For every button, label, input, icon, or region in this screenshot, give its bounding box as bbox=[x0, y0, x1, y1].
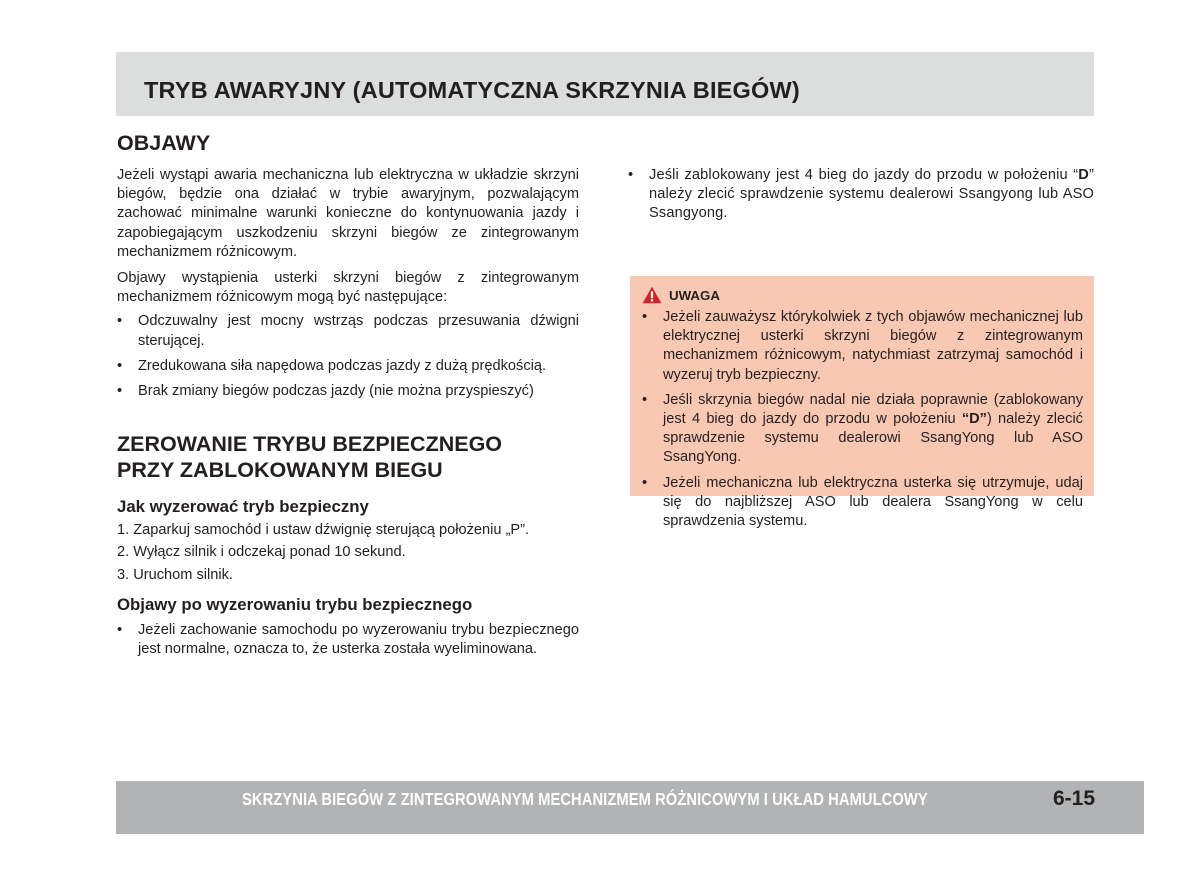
warning-box bbox=[630, 276, 1094, 530]
page-number: 6-15 bbox=[1053, 787, 1096, 810]
header-bar bbox=[116, 52, 1094, 116]
warning-bullet-list bbox=[642, 308, 1083, 531]
warning-triangle-icon bbox=[642, 286, 662, 304]
list-item: • Jeżeli mechaniczna lub elektryczna usterka się utrzymuje, udaj się do najbliższej ASO lub dealera SsangYong w celu sprawdzenia systemu. bbox=[642, 474, 1083, 530]
list-item: 3. Uruchom silnik. bbox=[117, 566, 233, 583]
list-item: • Odczuwalny jest mocny wstrząs podczas przesuwania dźwigni sterującej. bbox=[117, 313, 579, 349]
subheading-how-to-reset: Jak wyzerować tryb bezpieczny bbox=[117, 497, 369, 517]
objawy-paragraph-1: Jeżeli wystąpi awaria mechaniczna lub elektryczna w układzie skrzyni biegów, będzie ona działać w trybie awaryjnym, pozwalającym zachować minimalne warunki konieczne do kontynuowania jazdy i zapobiegającym uszkodzeniu skrzyni biegów ze zintegrowanym mechanizmem różnicowym. bbox=[117, 167, 579, 260]
right-bullet-list bbox=[628, 166, 1094, 224]
section-heading-reset: ZEROWANIE TRYBU BEZPIECZNEGO PRZY ZABLOKOWANYM BIEGU bbox=[117, 432, 503, 483]
list-item: • Jeżeli zachowanie samochodu po wyzerowaniu trybu bezpiecznego jest normalne, oznacza to, że usterka została wyeliminowana. bbox=[117, 621, 579, 658]
page-title: TRYB AWARYJNY (AUTOMATYCZNA SKRZYNIA BIEGÓW) bbox=[144, 77, 800, 103]
after-reset-bullet-list bbox=[117, 621, 579, 659]
list-item: 1. Zaparkuj samochód i ustaw dźwignię sterującą położeniu „P”. bbox=[117, 522, 530, 539]
list-item: • Jeśli skrzynia biegów nadal nie działa poprawnie (zablokowany jest 4 bieg do jazdy do przodu w położeniu “D”) należy zlecić sprawdzenie systemu dealerowi SsangYong lub ASO SsangYong. bbox=[642, 391, 1083, 466]
subheading-after-reset: Objawy po wyzerowaniu trybu bezpiecznego bbox=[117, 594, 473, 614]
footer-bar bbox=[116, 781, 1144, 834]
warning-label: UWAGA bbox=[669, 287, 720, 303]
left-column bbox=[117, 130, 579, 659]
warning-header bbox=[642, 284, 720, 306]
footer-chapter-title: SKRZYNIA BIEGÓW Z ZINTEGROWANYM MECHANIZMEM RÓŻNICOWYM I UKŁAD HAMULCOWY bbox=[242, 789, 928, 809]
list-item: • Jeżeli zauważysz którykolwiek z tych objawów mechanicznej lub elektrycznej usterki skrzyni biegów z zintegrowanym mechanizmem różnicowym, natychmiast zatrzymaj samochód i wyzeruj tryb bezpieczny. bbox=[642, 309, 1083, 383]
objawy-bullet-list bbox=[117, 312, 579, 401]
list-item: • Brak zmiany biegów podczas jazdy (nie można przyspieszyć) bbox=[117, 383, 534, 400]
list-item: • Zredukowana siła napędowa podczas jazdy z dużą prędkością. bbox=[117, 357, 547, 374]
right-column bbox=[628, 166, 1094, 224]
reset-steps-list bbox=[117, 521, 579, 585]
section-heading-objawy: OBJAWY bbox=[117, 131, 211, 155]
list-item: 2. Wyłącz silnik i odczekaj ponad 10 sekund. bbox=[117, 544, 406, 561]
list-item: • Jeśli zablokowany jest 4 bieg do jazdy do przodu w położeniu “D” należy zlecić sprawdzenie systemu dealerowi Ssangyong lub ASO Ssangyong. bbox=[628, 167, 1094, 222]
objawy-paragraph-2: Objawy wystąpienia usterki skrzyni biegów z zintegrowanym mechanizmem różnicowym mogą być następujące: bbox=[117, 270, 579, 306]
